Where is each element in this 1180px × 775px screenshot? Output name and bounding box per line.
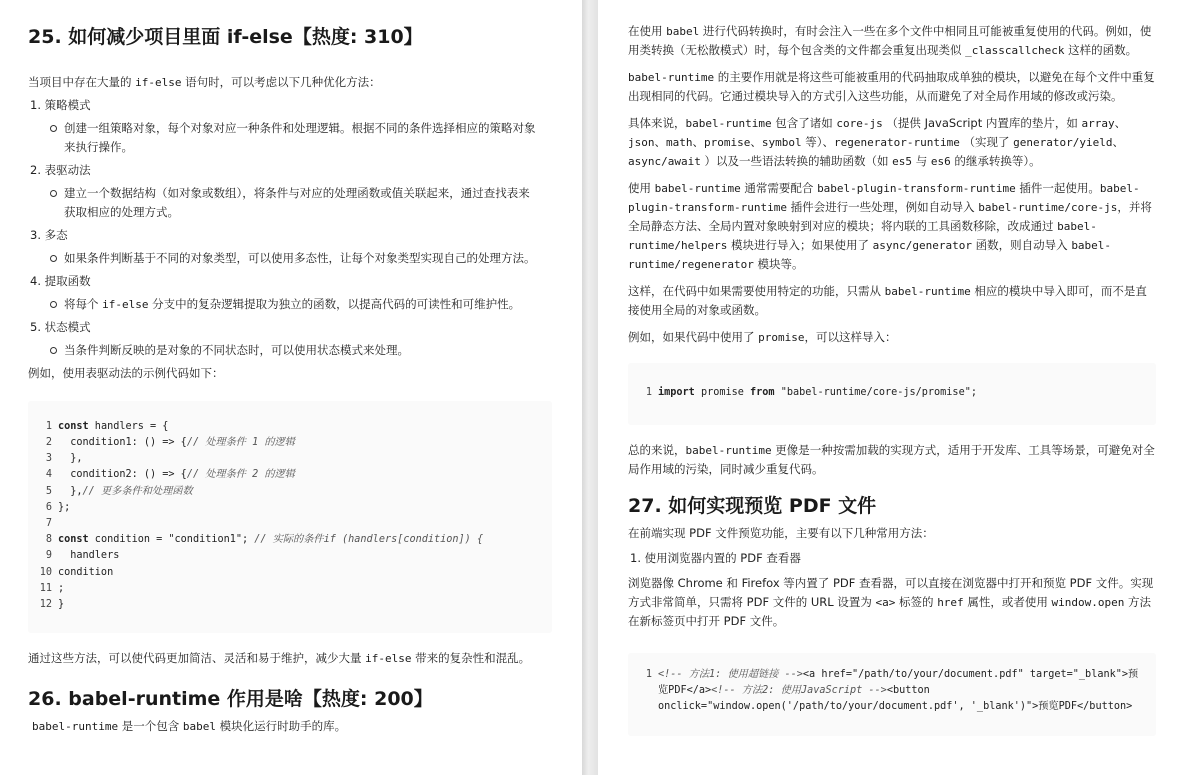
right-paragraph-3: 具体来说，babel-runtime 包含了诸如 core-js （提供 JavaScript 内置库的垫片，如 array、json、math、promise、symbol 等）、regenerator-runtime （实现了 generator/yield、async/await ）以及一些语法转换的辅助函数（如 es5 与 es6 的继承转换等）。 bbox=[628, 116, 1127, 168]
code-line: 11 ; bbox=[39, 582, 65, 594]
heading-27: 27. 如何实现预览 PDF 文件 bbox=[628, 495, 877, 518]
code-line: 5 },// 更多条件和处理函数 bbox=[45, 485, 193, 497]
right-paragraph-4: 使用 babel-runtime 通常需要配合 babel-plugin-transform-runtime 插件一起使用。babel-plugin-transform-runtime 插件会进行一些处理，例如自动导入 babel-runtime/core-js，并将全局静态方法、全局内置对象映射到对应的模块；将内联的工具函数移除，改成通过 babel-runtime/helpers 模块进行导入；如果使用了 async/generator 函数，则自动导入 babel-runtime/regenerator 模块等。 bbox=[628, 181, 1152, 271]
method-1-desc: 创建一组策略对象，每个对象对应一种条件和处理逻辑。根据不同的条件选择相应的策略对象 来执行操作。 bbox=[28, 119, 552, 157]
method-5-title: 5. 状态模式 bbox=[30, 319, 91, 334]
right-page bbox=[598, 0, 1180, 775]
code-block-handlers bbox=[28, 401, 552, 633]
code-line: 9 handlers bbox=[45, 550, 120, 562]
right-paragraph-9: 浏览器像 Chrome 和 Firefox 等内置了 PDF 查看器，可以直接在浏览器中打开和预览 PDF 文件。实现方式非常简单，只需将 PDF 文件的 URL 设置为 <a> 标签的 href 属性，或者使用 window.open 方法在新标签页中打开 PDF 文件。 bbox=[628, 576, 1154, 628]
right-paragraph-1: 在使用 babel 进行代码转换时，有时会注入一些在多个文件中相同且可能被重复使用的代码。例如，使用类转换（无松散模式）时，每个包含类的文件都会重复出现类似 _classcallcheck 这样的函数。 bbox=[628, 24, 1152, 57]
code-block-pdf bbox=[628, 653, 1156, 736]
code-line: 7 bbox=[45, 518, 52, 530]
right-paragraph-6: 例如，如果代码中使用了 promise，可以这样导入： bbox=[628, 330, 897, 344]
code-line: 1 <!-- 方法1: 使用超链接 --><a href="/path/to/your/document.pdf" target="_blank">预览PDF</a><!-- 方法2: 使用JavaScript --><button onclick="window.open('/path/to/your/document.pdf', '_blank')">预览PDF</button> bbox=[645, 669, 1139, 713]
right-paragraph-7: 总的来说，babel-runtime 更像是一种按需加载的实现方式，适用于开发库、工具等场景，可避免对全局作用域的污染，同时减少重复代码。 bbox=[628, 443, 1155, 477]
method-5-desc: 当条件判断反映的是对象的不同状态时，可以使用状态模式来处理。 bbox=[28, 341, 552, 360]
pdf-method-1-title: 1. 使用浏览器内置的 PDF 查看器 bbox=[630, 551, 801, 565]
babel-runtime-intro: babel-runtime 是一个包含 babel 模块化运行时助手的库。 bbox=[32, 719, 347, 734]
right-paragraph-2: babel-runtime 的主要作用就是将这些可能被重用的代码抽取成单独的模块，以避免在每个文件中重复出现相同的代码。它通过模块导入的方式引入这些功能，从而避免了对全局作用域的修改或污染。 bbox=[628, 70, 1155, 103]
left-page bbox=[0, 0, 582, 775]
heading-25: 25. 如何减少项目里面 if-else【热度: 310】 bbox=[28, 26, 423, 48]
code-line: 8 const condition = "condition1"; // 实际的条件if (handlers[condition]) { bbox=[45, 534, 484, 546]
code-line: 10 condition bbox=[39, 566, 114, 578]
code-line: 6 }; bbox=[45, 501, 71, 513]
method-3-desc: 如果条件判断基于不同的对象类型，可以使用多态性，让每个对象类型实现自己的处理方法。 bbox=[28, 249, 552, 268]
code-line: 3 }, bbox=[45, 453, 83, 465]
method-2-title: 2. 表驱动法 bbox=[30, 162, 91, 177]
code-line: 4 condition2: () => {// 处理条件 2 的逻辑 bbox=[45, 469, 295, 481]
right-paragraph-5: 这样，在代码中如果需要使用特定的功能，只需从 babel-runtime 相应的模块中导入即可，而不是直接使用全局的对象或函数。 bbox=[628, 284, 1147, 317]
code-line: 12 } bbox=[39, 599, 65, 611]
page-gutter bbox=[582, 0, 598, 775]
right-paragraph-8: 在前端实现 PDF 文件预览功能，主要有以下几种常用方法： bbox=[628, 526, 934, 540]
method-1-title: 1. 策略模式 bbox=[30, 97, 91, 112]
method-2-desc: 建立一个数据结构（如对象或数组），将条件与对应的处理函数或值关联起来，通过查找表来 获取相应的处理方式。 bbox=[28, 184, 552, 222]
method-list bbox=[28, 96, 552, 360]
summary-paragraph: 通过这些方法，可以使代码更加简洁、灵活和易于维护，减少大量 if-else 带来的复杂性和混乱。 bbox=[28, 651, 531, 666]
intro-paragraph: 当项目中存在大量的 if-else 语句时，可以考虑以下几种优化方法： bbox=[28, 74, 381, 89]
code-line: 2 condition1: () => {// 处理条件 1 的逻辑 bbox=[45, 437, 295, 448]
heading-26: 26. babel-runtime 作用是啥【热度: 200】 bbox=[28, 688, 433, 711]
method-3-title: 3. 多态 bbox=[30, 227, 68, 242]
code-line: 1 import promise from "babel-runtime/core-js/promise"; bbox=[645, 387, 977, 398]
code-block-import bbox=[628, 363, 1156, 425]
method-4-title: 4. 提取函数 bbox=[30, 273, 91, 288]
code-line: 1 const handlers = { bbox=[45, 420, 169, 432]
example-intro: 例如，使用表驱动法的示例代码如下： bbox=[28, 365, 224, 380]
method-4-desc: 将每个 if-else 分支中的复杂逻辑提取为独立的函数，以提高代码的可读性和可维护性。 bbox=[28, 295, 552, 314]
